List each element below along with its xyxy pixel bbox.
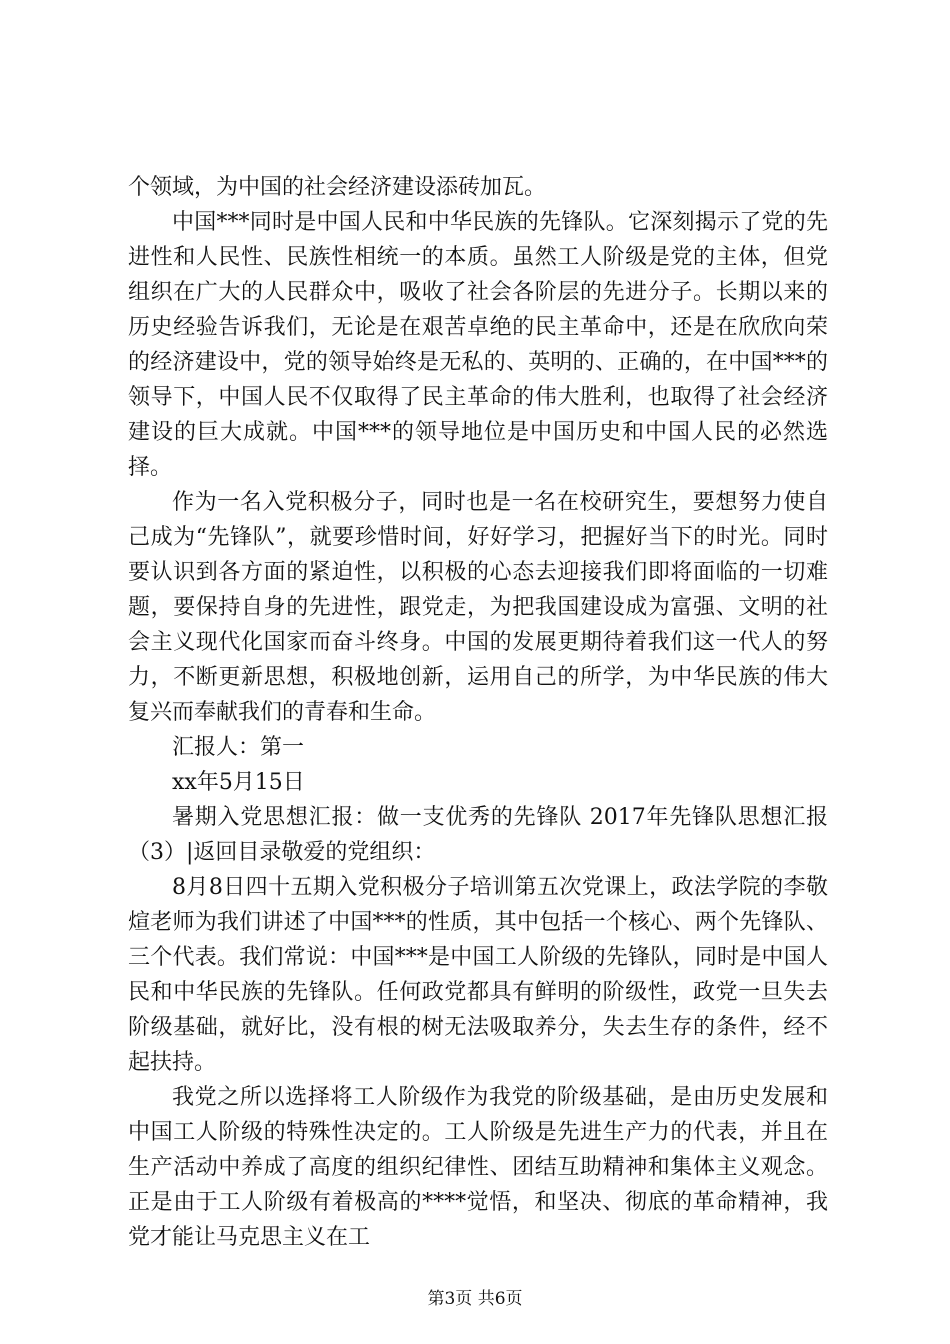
paragraph-continuation: 个领域，为中国的社会经济建设添砖加瓦。	[128, 175, 547, 200]
page-number-footer: 第3页 共6页	[427, 1289, 523, 1309]
signature-reporter: 汇报人：第一	[172, 735, 305, 760]
paragraph-party-lecture: 8月8日四十五期入党积极分子培训第五次党课上，政法学院的李敬煊老师为我们讲述了中国***的性质，其中包括一个核心、两个先锋队、三个代表。我们常说：中国***是中国工人阶级的先锋队，同时是中国人民和中华民族的先锋队。任何政党都具有鲜明的阶级性，政党一旦失去阶级基础，就好比，没有根的树无法吸取养分，失去生存的条件，经不起扶持。	[128, 875, 828, 1075]
paragraph-vanguard-nation: 中国***同时是中国人民和中华民族的先锋队。它深刻揭示了党的先进性和人民性、民族性相统一的本质。虽然工人阶级是党的主体，但党组织在广大的人民群众中，吸收了社会各阶层的先进分子。长期以来的历史经验告诉我们，无论是在艰苦卓绝的民主革命中，还是在欣欣向荣的经济建设中，党的领导始终是无私的、英明的、正确的，在中国***的领导下，中国人民不仅取得了民主革命的伟大胜利，也取得了社会经济建设的巨大成就。中国***的领导地位是中国历史和中国人民的必然选择。	[128, 210, 828, 480]
paragraph-working-class: 我党之所以选择将工人阶级作为我党的阶级基础，是由历史发展和中国工人阶级的特殊性决定的。工人阶级是先进生产力的代表，并且在生产活动中养成了高度的组织纪律性、团结互助精神和集体主义观念。正是由于工人阶级有着极高的****觉悟，和坚决、彻底的革命精神，我党才能让马克思主义在工	[128, 1085, 828, 1250]
paragraph-personal-commitment: 作为一名入党积极分子，同时也是一名在校研究生，要想努力使自己成为“先锋队”，就要珍惜时间，好好学习，把握好当下的时光。同时要认识到各方面的紧迫性，以积极的心态去迎接我们即将面临的一切难题，要保持自身的先进性，跟党走，为把我国建设成为富强、文明的社会主义现代化国家而奋斗终身。中国的发展更期待着我们这一代人的努力，不断更新思想，积极地创新，运用自己的所学，为中华民族的伟大复兴而奉献我们的青春和生命。	[128, 490, 828, 725]
signature-date: xx年5月15日	[172, 770, 305, 795]
section-heading: 暑期入党思想汇报：做一支优秀的先锋队 2017年先锋队思想汇报（3）|返回目录敬爱的党组织：	[128, 805, 828, 865]
document-body	[128, 170, 828, 1255]
